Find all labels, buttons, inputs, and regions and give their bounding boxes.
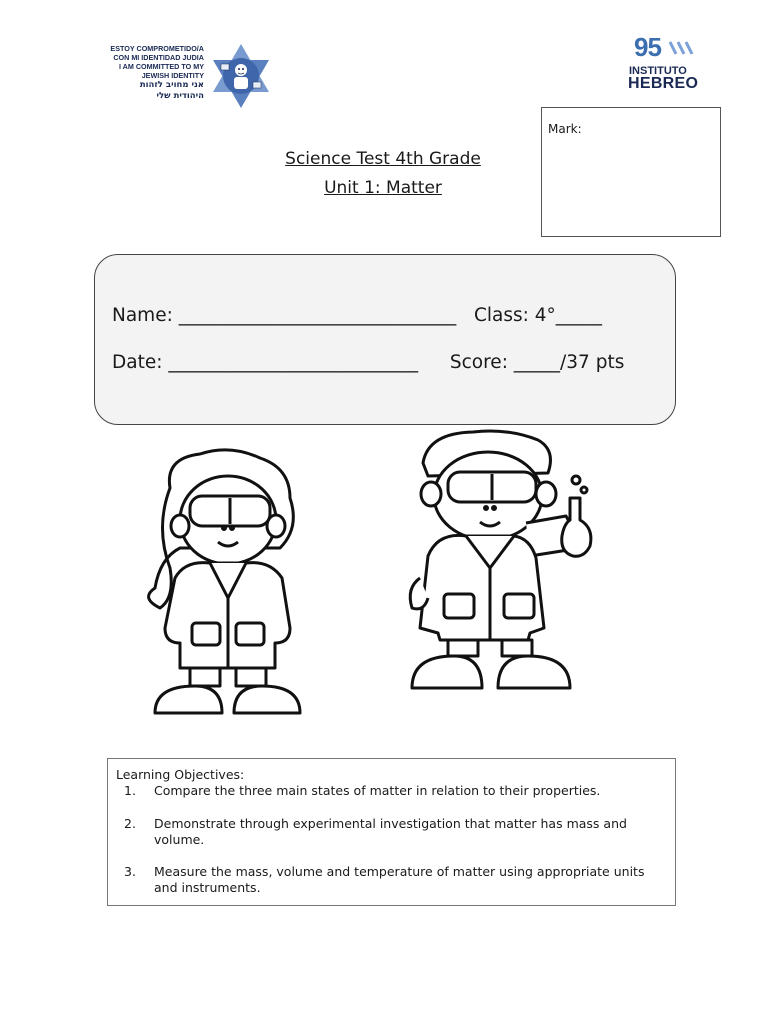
star-of-david-seal-icon xyxy=(207,42,275,110)
objective-text: Compare the three main states of matter in relation to their properties. xyxy=(154,783,601,798)
girl-scientist-illustration xyxy=(140,448,310,728)
commitment-line: JEWISH IDENTITY xyxy=(141,71,204,80)
title-line-2: Unit 1: Matter xyxy=(324,178,442,198)
commitment-line: I AM COMMITTED TO MY xyxy=(118,62,204,71)
name-class-row xyxy=(112,305,602,326)
student-info-box xyxy=(94,254,676,425)
mark-box[interactable] xyxy=(541,107,721,237)
boy-scientist-illustration xyxy=(398,428,603,698)
title-line-1: Science Test 4th Grade xyxy=(285,149,481,169)
commitment-text xyxy=(94,44,204,102)
objective-text: Demonstrate through experimental investigation that matter has mass and volume. xyxy=(154,816,627,847)
objective-number: 3. xyxy=(124,864,136,879)
mark-label: Mark: xyxy=(548,122,582,136)
logo-swoosh-icon xyxy=(668,38,698,60)
objective-number: 1. xyxy=(124,783,136,798)
instituto-hebreo-logo xyxy=(622,32,712,92)
date-score-row xyxy=(112,352,624,373)
logo-line-instituto: INSTITUTO xyxy=(629,65,687,77)
commitment-hebrew-line: אני מחויב לזהות xyxy=(139,80,204,90)
class-field[interactable]: Class: 4°_____ xyxy=(473,305,603,326)
score-field[interactable]: Score: _____/37 pts xyxy=(449,352,625,373)
objective-number: 2. xyxy=(124,816,136,831)
logo-line-hebreo: HEBREO xyxy=(628,75,699,92)
commitment-hebrew-line: היהודית שלי xyxy=(156,91,204,101)
objectives-heading: Learning Objectives: xyxy=(116,767,245,782)
learning-objectives-box xyxy=(107,758,676,906)
test-title xyxy=(200,145,566,203)
objective-text: Measure the mass, volume and temperature of matter using appropriate units and instruments. xyxy=(154,864,645,895)
date-field[interactable]: Date: ___________________________ xyxy=(112,352,419,373)
commitment-line: CON MI IDENTIDAD JUDIA xyxy=(113,53,204,62)
name-field[interactable]: Name: ______________________________ xyxy=(112,305,457,326)
logo-number: 95 xyxy=(634,32,661,62)
commitment-line: ESTOY COMPROMETIDO/A xyxy=(110,44,204,53)
